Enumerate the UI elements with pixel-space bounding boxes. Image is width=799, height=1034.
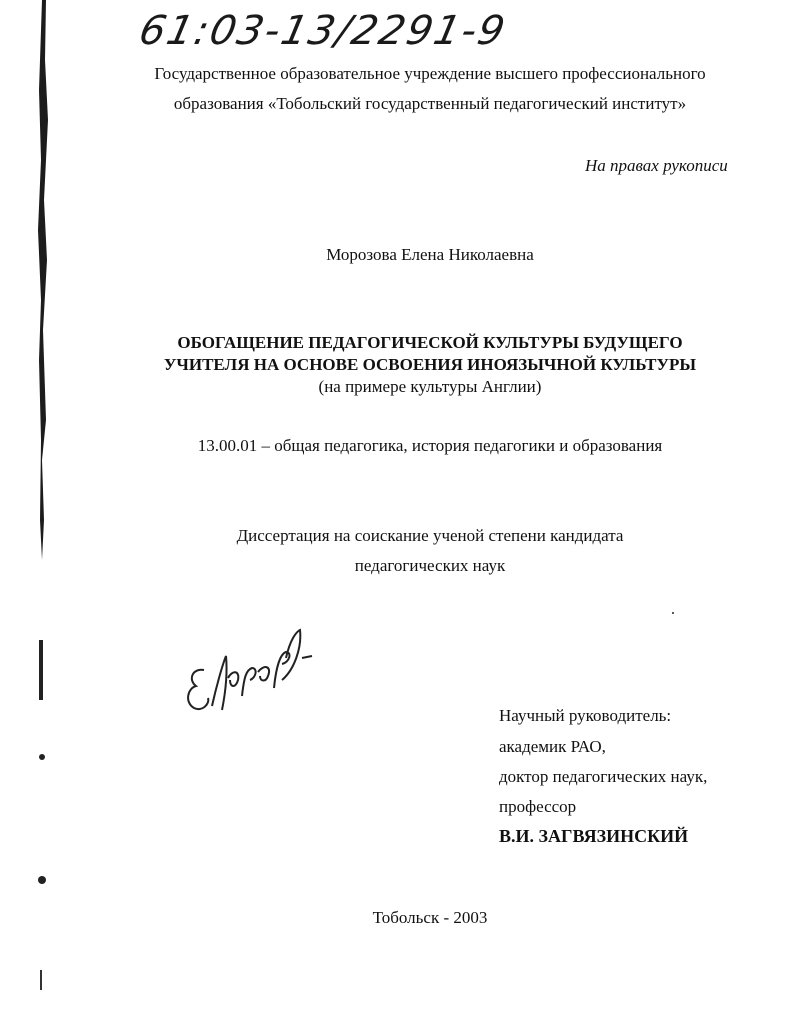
signature-icon <box>182 618 322 728</box>
dissertation-line-1: Диссертация на соискание ученой степени кандидата <box>236 526 624 545</box>
manuscript-rights: На правах рукописи <box>585 156 728 175</box>
archive-code-handwritten: 61:03-13/2291-9 <box>135 8 511 54</box>
advisor-label: Научный руководитель: <box>499 706 672 725</box>
dissertation-line-2: педагогических наук <box>354 556 506 575</box>
advisor-title-3: профессор <box>499 797 577 816</box>
title-line-2: УЧИТЕЛЯ НА ОСНОВЕ ОСВОЕНИЯ ИНОЯЗЫЧНОЙ КУЛЬТУРЫ <box>163 355 697 374</box>
specialty-code: 13.00.01 – общая педагогика, история педагогики и образования <box>197 436 663 455</box>
scan-edge-artifact <box>36 0 52 1034</box>
institution-line-2: образования «Тобольский государственный педагогический институт» <box>173 94 687 113</box>
advisor-title-1: академик РАО, <box>499 737 606 756</box>
scan-speck <box>672 612 674 614</box>
advisor-title-2: доктор педагогических наук, <box>499 767 708 786</box>
title-subtitle: (на примере культуры Англии) <box>318 377 542 396</box>
advisor-name: В.И. ЗАГВЯЗИНСКИЙ <box>499 826 689 846</box>
author-name: Морозова Елена Николаевна <box>326 245 534 264</box>
place-year: Тобольск - 2003 <box>372 908 488 927</box>
institution-line-1: Государственное образовательное учреждение высшего профессионального <box>154 64 706 83</box>
title-line-1: ОБОГАЩЕНИЕ ПЕДАГОГИЧЕСКОЙ КУЛЬТУРЫ БУДУЩЕГО <box>177 333 683 352</box>
